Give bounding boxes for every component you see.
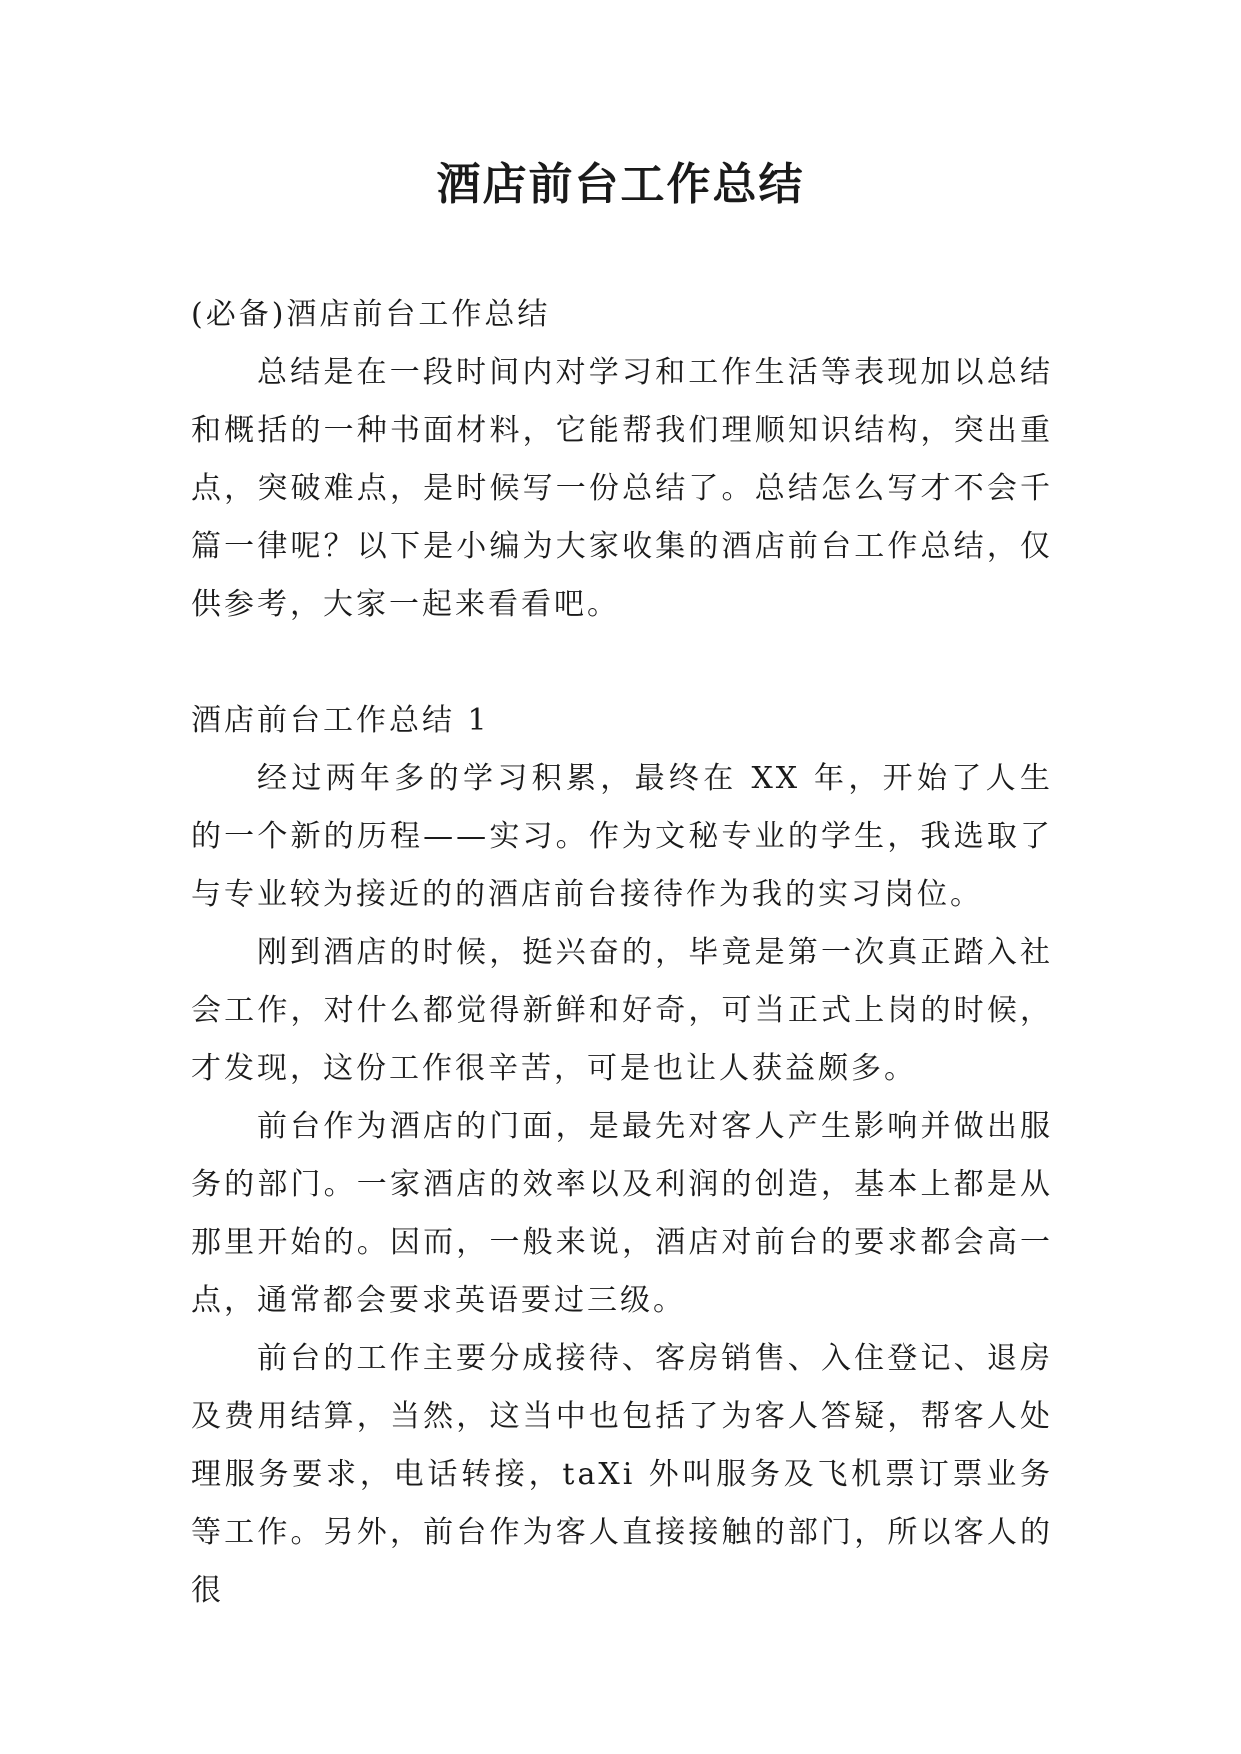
document-body: [191, 286, 1053, 1620]
document-title: 酒店前台工作总结: [436, 159, 805, 210]
body-paragraph-2: 刚到酒店的时候，挺兴奋的，毕竟是第一次真正踏入社会工作，对什么都觉得新鲜和好奇，可当正式上岗的时候，才发现，这份工作很辛苦，可是也让人获益颇多。: [191, 935, 1053, 1086]
body-paragraph-4: 前台的工作主要分成接待、客房销售、入住登记、退房及费用结算，当然，这当中也包括了为客人答疑，帮客人处理服务要求，电话转接，taXi 外叫服务及飞机票订票业务等工作。另外，前台作为客人直接接触的部门，所以客人的很: [191, 1341, 1053, 1608]
section-heading: 酒店前台工作总结 1: [191, 703, 490, 738]
intro-paragraph: 总结是在一段时间内对学习和工作生活等表现加以总结和概括的一种书面材料，它能帮我们理顺知识结构，突出重点，突破难点，是时候写一份总结了。总结怎么写才不会千篇一律呢？以下是小编为大家收集的酒店前台工作总结，仅供参考，大家一起来看看吧。: [191, 355, 1053, 622]
body-paragraph-3: 前台作为酒店的门面，是最先对客人产生影响并做出服务的部门。一家酒店的效率以及利润的创造，基本上都是从那里开始的。因而，一般来说，酒店对前台的要求都会高一点，通常都会要求英语要过三级。: [191, 1109, 1053, 1318]
body-paragraph-1: 经过两年多的学习积累，最终在 XX 年，开始了人生的一个新的历程——实习。作为文秘专业的学生，我选取了与专业较为接近的的酒店前台接待作为我的实习岗位。: [191, 761, 1053, 912]
document-subtitle: (必备)酒店前台工作总结: [191, 297, 551, 332]
